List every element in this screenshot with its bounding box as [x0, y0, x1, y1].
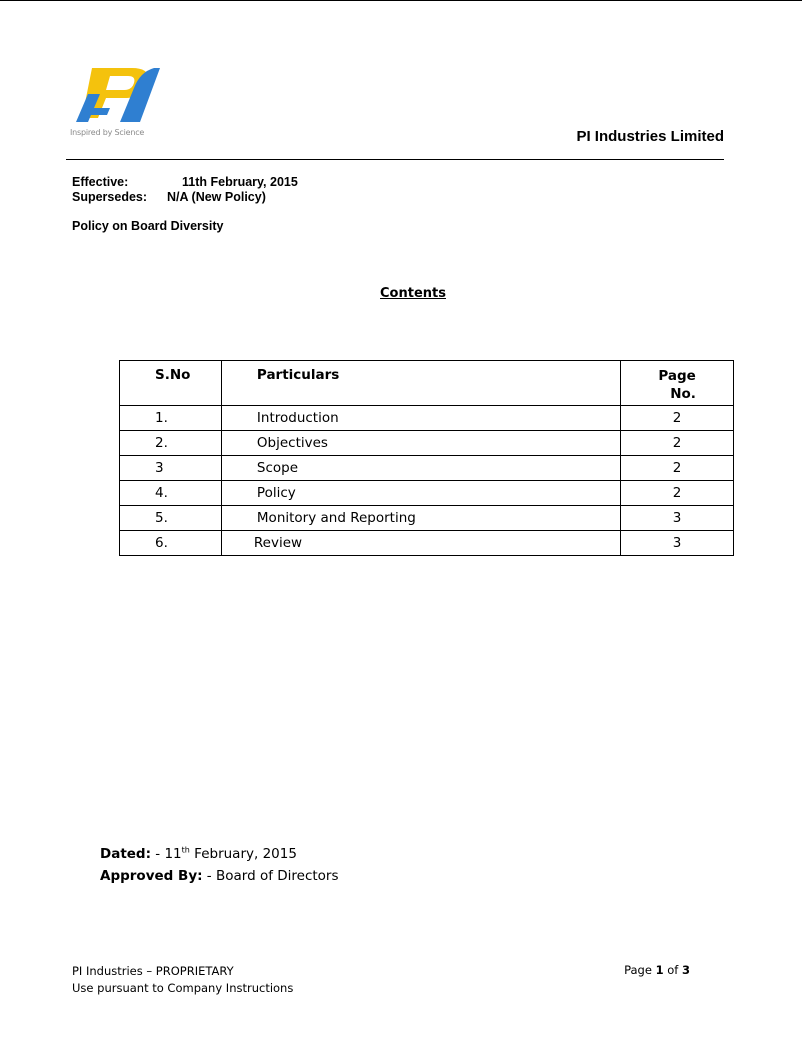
col-header-page-line2: No.	[670, 386, 696, 402]
table-row	[120, 506, 734, 531]
col-header-page	[621, 361, 734, 406]
contents-table	[119, 360, 734, 556]
row-sno: 5.	[120, 506, 222, 531]
row-page: 2	[621, 481, 734, 506]
dated-day: 11	[164, 846, 182, 862]
page-total: 3	[681, 963, 690, 977]
row-page: 2	[621, 456, 734, 481]
row-page: 3	[621, 506, 734, 531]
row-sno: 6.	[120, 531, 222, 556]
supersedes-label: Supersedes:	[72, 190, 148, 204]
table-row	[120, 406, 734, 431]
dated-label: Dated:	[100, 846, 151, 862]
row-sno: 3	[120, 456, 222, 481]
row-particular: Scope	[221, 456, 620, 481]
approved-value: Board of Directors	[215, 868, 339, 884]
row-particular: Objectives	[221, 431, 620, 456]
footer-page-number	[624, 963, 690, 977]
logo-tagline: Inspired by Science	[70, 128, 145, 137]
table-header-row	[120, 361, 734, 406]
contents-title: Contents	[380, 286, 446, 301]
approved-label: Approved By:	[100, 868, 203, 884]
dated-line	[100, 846, 297, 862]
row-particular: Introduction	[221, 406, 620, 431]
footer-left	[72, 963, 293, 997]
col-header-particulars: Particulars	[221, 361, 620, 406]
row-page: 2	[621, 431, 734, 456]
row-particular: Review	[221, 531, 620, 556]
table-row	[120, 456, 734, 481]
approved-separator: -	[202, 868, 216, 884]
row-particular: Monitory and Reporting	[221, 506, 620, 531]
row-page: 2	[621, 406, 734, 431]
page-current: 1	[655, 963, 664, 977]
page-word: Page	[624, 963, 656, 977]
dated-rest: February, 2015	[189, 846, 297, 862]
effective-label: Effective:	[72, 175, 129, 189]
col-header-page-line1: Page	[658, 368, 696, 384]
row-sno: 1.	[120, 406, 222, 431]
top-border-line	[0, 0, 802, 1]
supersedes-row	[72, 190, 266, 204]
table-row	[120, 481, 734, 506]
effective-row	[72, 175, 298, 189]
footer-proprietary: PI Industries – PROPRIETARY	[72, 964, 234, 978]
effective-value: 11th February, 2015	[182, 175, 298, 189]
page-of: of	[663, 963, 682, 977]
row-sno: 4.	[120, 481, 222, 506]
table-row	[120, 531, 734, 556]
supersedes-value: N/A (New Policy)	[167, 190, 266, 204]
row-particular: Policy	[221, 481, 620, 506]
row-page: 3	[621, 531, 734, 556]
approved-line	[100, 868, 339, 884]
dated-separator: -	[151, 846, 165, 862]
col-header-sno: S.No	[120, 361, 222, 406]
footer-instructions: Use pursuant to Company Instructions	[72, 981, 294, 995]
header-divider	[66, 159, 724, 160]
table-row	[120, 431, 734, 456]
policy-title: Policy on Board Diversity	[72, 219, 224, 233]
dated-suffix: th	[181, 845, 190, 855]
company-name: PI Industries Limited	[576, 128, 724, 145]
row-sno: 2.	[120, 431, 222, 456]
